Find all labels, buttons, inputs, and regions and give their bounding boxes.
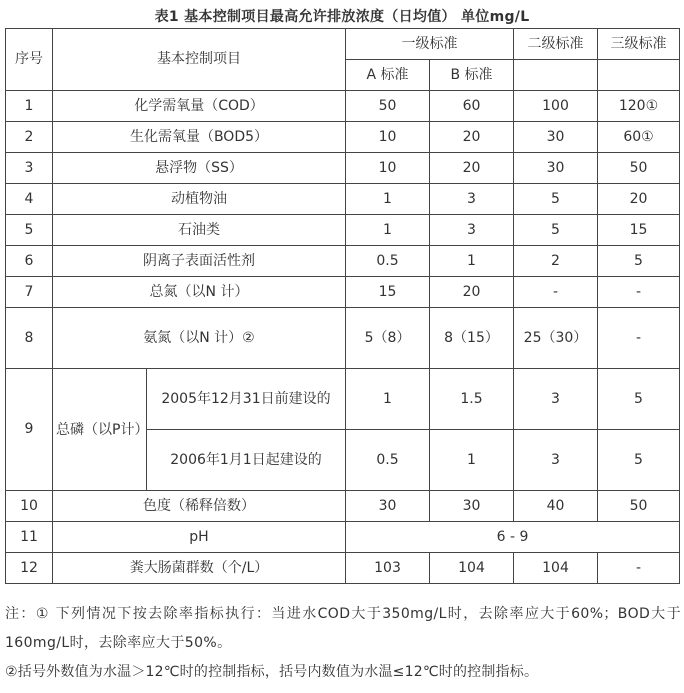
row-b: 8（15） [430,308,514,369]
phosphorus-sub-label: 2006年1月1日起建设的 [147,430,346,491]
row-item: 动植物油 [53,184,346,215]
row-no: 10 [6,491,53,522]
row-b: 30 [430,491,514,522]
row-no: 3 [6,153,53,184]
row-g3: 60① [598,122,680,153]
row-g3: 5 [598,430,680,491]
row-a: 103 [346,553,430,584]
row-g3: 5 [598,369,680,430]
row-no: 1 [6,91,53,122]
table-row [6,491,680,522]
row-b: 1.5 [430,369,514,430]
row-g2: 30 [514,153,598,184]
header-grade3: 三级标准 [598,29,680,60]
row-a: 50 [346,91,430,122]
standards-table [5,28,680,584]
row-no: 6 [6,246,53,277]
row-item: 石油类 [53,215,346,246]
table-row [6,153,680,184]
table-row [6,369,680,430]
row-g2: - [514,277,598,308]
row-a: 15 [346,277,430,308]
row-no: 9 [6,369,53,491]
row-g3: 15 [598,215,680,246]
table-row [6,91,680,122]
row-no: 12 [6,553,53,584]
row-no: 8 [6,308,53,369]
ph-value: 6 - 9 [346,522,680,553]
header-grade3-sub [598,60,680,91]
phosphorus-sub-label: 2005年12月31日前建设的 [147,369,346,430]
table-row [6,122,680,153]
row-item: 悬浮物（SS） [53,153,346,184]
row-a: 10 [346,153,430,184]
row-no: 4 [6,184,53,215]
header-grade2: 二级标准 [514,29,598,60]
row-g2: 3 [514,430,598,491]
row-b: 20 [430,277,514,308]
row-item: pH [53,522,346,553]
row-b: 20 [430,153,514,184]
row-g3: 50 [598,491,680,522]
header-grade1-b: B 标准 [430,60,514,91]
row-g2: 25（30） [514,308,598,369]
row-item: 化学需氧量（COD） [53,91,346,122]
row-g2: 40 [514,491,598,522]
row-no: 2 [6,122,53,153]
header-grade1: 一级标准 [346,29,514,60]
row-b: 104 [430,553,514,584]
row-g3: 120① [598,91,680,122]
table-row [6,215,680,246]
header-no: 序号 [6,29,53,91]
row-b: 3 [430,215,514,246]
row-b: 1 [430,430,514,491]
row-b: 60 [430,91,514,122]
table-row [6,277,680,308]
row-g3: 50 [598,153,680,184]
row-a: 1 [346,215,430,246]
row-g3: - [598,308,680,369]
row-g3: - [598,277,680,308]
footnote-2: ②括号外数值为水温＞12℃时的控制指标，括号内数值为水温≤12℃时的控制指标。 [5,664,539,680]
row-item: 氨氮（以N 计）② [53,308,346,369]
row-a: 10 [346,122,430,153]
row-g2: 5 [514,215,598,246]
row-g2: 100 [514,91,598,122]
row-a: 0.5 [346,430,430,491]
header-item: 基本控制项目 [53,29,346,91]
row-b: 1 [430,246,514,277]
row-b: 20 [430,122,514,153]
row-a: 30 [346,491,430,522]
row-a: 1 [346,184,430,215]
row-item: 色度（稀释倍数） [53,491,346,522]
row-g2: 30 [514,122,598,153]
footnote-1: 注：① 下列情况下按去除率指标执行：当进水COD大于350mg/L时，去除率应大于60%；BOD大于160mg/L时，去除率应大于50%。 [5,606,681,651]
row-g3: - [598,553,680,584]
row-item: 总氮（以N 计） [53,277,346,308]
row-a: 5（8） [346,308,430,369]
header-grade2-sub [514,60,598,91]
row-item: 粪大肠菌群数（个/L） [53,553,346,584]
row-g3: 20 [598,184,680,215]
row-g2: 104 [514,553,598,584]
row-no: 5 [6,215,53,246]
table-row [6,553,680,584]
row-g2: 5 [514,184,598,215]
footnotes [5,600,681,687]
row-no: 11 [6,522,53,553]
row-b: 3 [430,184,514,215]
row-g2: 3 [514,369,598,430]
header-row-1 [6,29,680,60]
row-item: 阴离子表面活性剂 [53,246,346,277]
row-item: 生化需氧量（BOD5） [53,122,346,153]
table-row [6,522,680,553]
row-g2: 2 [514,246,598,277]
table-title: 表1 基本控制项目最高允许排放浓度（日均值） 单位mg/L [154,9,530,25]
table-row [6,246,680,277]
table-row [6,184,680,215]
phosphorus-item: 总磷（以P计） [53,369,147,491]
row-a: 1 [346,369,430,430]
table-row [6,308,680,369]
row-no: 7 [6,277,53,308]
header-grade1-a: A 标准 [346,60,430,91]
row-g3: 5 [598,246,680,277]
row-a: 0.5 [346,246,430,277]
